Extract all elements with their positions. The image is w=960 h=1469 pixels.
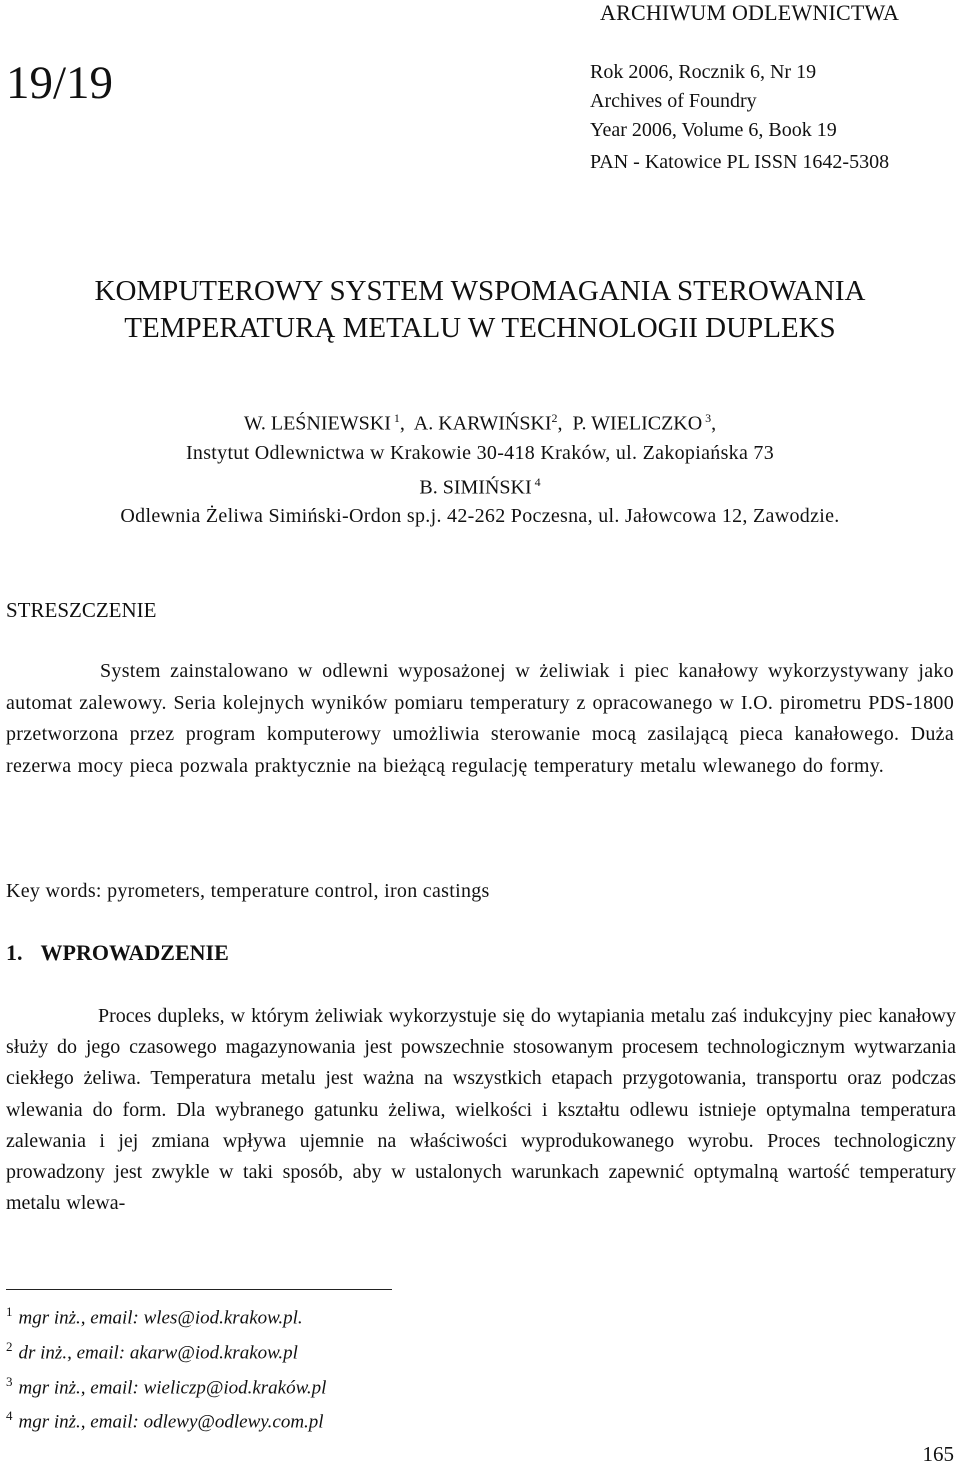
author-1: W. LEŚNIEWSKI	[243, 412, 391, 435]
abstract-heading: STRESZCZENIE	[6, 598, 157, 622]
author-3-affiliation: 3	[705, 411, 712, 425]
publication-info	[590, 58, 889, 177]
journal-name: ARCHIWUM ODLEWNICTWA	[600, 0, 900, 25]
institute-1: Instytut Odlewnictwa w Krakowie 30-418 Kraków, ul. Zakopiańska 73	[185, 441, 775, 464]
footnotes	[6, 1298, 326, 1437]
footnote-divider	[6, 1289, 392, 1290]
section-title: WPROWADZENIE	[40, 940, 229, 965]
author-4-line	[0, 468, 960, 503]
pub-line-volume: Year 2006, Volume 6, Book 19	[590, 119, 837, 141]
keywords: Key words: pyrometers, temperature control, iron castings	[6, 880, 490, 902]
pub-line-year: Rok 2006, Rocznik 6, Nr 19	[590, 61, 817, 83]
section-body-text: Proces dupleks, w którym żeliwiak wykorzystuje się do wytapiania metalu zaś indukcyjny piec kanałowy służy do jego czasowego magazynowania jest powszechnie stosowanym procesem technologicznym wytwarzania ciekłego żeliwa. Temperatura metalu jest ważna na wszystkich etapach przygotowania, transportu oraz podczas wlewania do form. Dla wybranego gatunku żeliwa, wielkości i kształtu odlewu istnieje optymalna temperatura zalewania i jej zmiana wpływa ujemnie na właściwości wyprodukowanego wyrobu. Proces technologiczny prowadzony jest zwykle w taki sposób, aby w ustalonych warunkach zapewnić optymalną wartość temperatury metalu wlewa-	[6, 1005, 956, 1215]
authors-block	[0, 404, 960, 531]
author-3: P. WIELICZKO	[572, 412, 703, 435]
section-number: 1.	[6, 940, 23, 965]
author-1-affiliation: 1	[393, 411, 400, 425]
paper-title	[0, 273, 960, 347]
footnote-item: $^1$ mgr inż., email: wles@iod.krakow.pl.	[6, 1304, 303, 1329]
author-2-affiliation: 2	[551, 411, 558, 425]
pub-line-journal-en: Archives of Foundry	[590, 90, 757, 112]
footnote-item: $^2$ dr inż., email: akarw@iod.krakow.pl	[6, 1338, 298, 1364]
author-2: A. KARWIŃSKI	[413, 412, 552, 435]
author-4: B. SIMIŃSKI	[419, 476, 532, 499]
footnote-item: $^4$ mgr inż., email: odlewy@odlewy.com.pl	[6, 1408, 324, 1433]
paper-number: 19/19	[6, 57, 114, 109]
title-line-2: TEMPERATURĄ METALU W TECHNOLOGII DUPLEKS	[124, 312, 836, 344]
abstract-text: System zainstalowano w odlewni wyposażonej w żeliwiak i piec kanałowy wykorzystywany jako automat zalewowy. Seria kolejnych wyników pomiaru temperatury z opracowanego w I.O. pirometru PDS-1800 przetworzona przez program komputerowy umożliwia sterowanie mocą zasilającą pieca kanałowego. Duża rezerwa mocy pieca pozwala praktycznie na bieżącą regulację temperatury metalu wlewanego do formy.	[6, 660, 954, 777]
page-number: 165	[922, 1442, 954, 1466]
author-4-affiliation: 4	[534, 474, 541, 489]
title-line-1: KOMPUTEROWY SYSTEM WSPOMAGANIA STEROWANIA	[94, 275, 866, 307]
institute-2: Odlewnia Żeliwa Simiński-Ordon sp.j. 42-262 Poczesna, ul. Jałowcowa 12, Zawodzie.	[120, 505, 840, 528]
authors-line: W. LEŚNIEWSKI $^1$, A. KARWIŃSKI$^2$, P. WIELICZKO $^3$,	[243, 411, 717, 435]
section-heading	[6, 940, 229, 966]
footnote-item: $^3$ mgr inż., email: wieliczp@iod.kraków.pl	[6, 1373, 327, 1398]
pub-line-issn: PAN - Katowice PL ISSN 1642-5308	[590, 151, 890, 173]
